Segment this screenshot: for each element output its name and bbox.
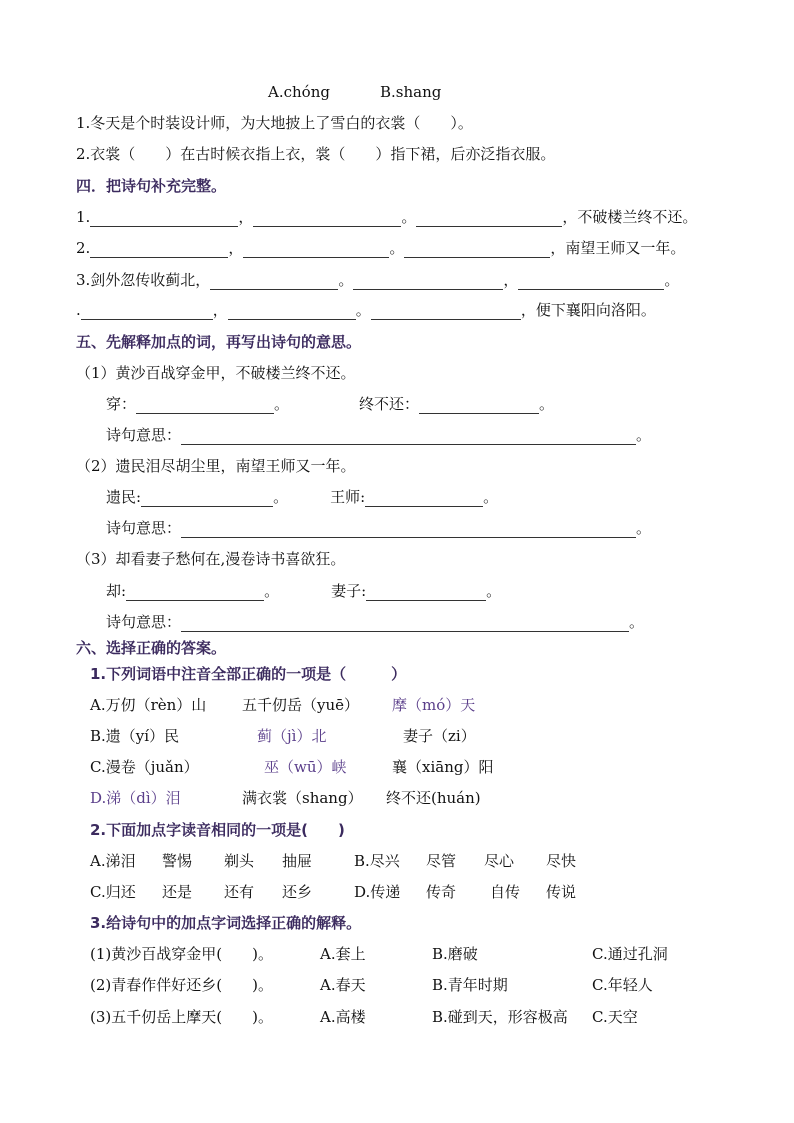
poem-line-4: . ， 。 ，便下襄阳向洛阳。 xyxy=(76,301,656,319)
section-6-q1-title: 1.下列词语中注音全部正确的一项是（ ） xyxy=(90,665,407,683)
blank[interactable] xyxy=(416,210,562,227)
q1-option-a xyxy=(90,695,475,715)
q1-option-d xyxy=(90,788,481,808)
pinyin-option-b: B.shang xyxy=(380,83,442,101)
q3-option: A.春天 xyxy=(320,976,366,994)
option-word: 剃头 xyxy=(224,852,255,870)
option-word: 还是 xyxy=(162,883,193,901)
q3-row-2 xyxy=(90,975,653,995)
option-text: 襄（xiāng）阳 xyxy=(392,758,494,776)
q3-row-3 xyxy=(90,1007,638,1027)
meaning-label: 诗句意思： xyxy=(106,519,182,537)
option-word: D.传递 xyxy=(354,883,401,901)
poem-3-meaning: 诗句意思： 。 xyxy=(106,613,645,631)
q3-option: B.碰到天，形容极高 xyxy=(432,1008,568,1026)
option-text: C.漫卷（juǎn） xyxy=(90,758,199,776)
q3-stem: (1)黄沙百战穿金甲( )。 xyxy=(90,945,273,963)
q3-option: B.磨破 xyxy=(432,945,478,963)
blank[interactable] xyxy=(366,584,486,601)
line-4-end: ，便下襄阳向洛阳。 xyxy=(520,301,656,319)
q3-stem: (2)青春作伴好还乡( )。 xyxy=(90,976,273,994)
option-word: 传奇 xyxy=(426,883,457,901)
option-text: 满衣裳（shang） xyxy=(242,789,363,807)
poem-2-words: 遗民: 。 王师: 。 xyxy=(106,488,499,506)
option-word: 警惕 xyxy=(162,852,193,870)
word-label: 穿： xyxy=(106,395,137,413)
blank[interactable] xyxy=(90,241,228,258)
blank[interactable] xyxy=(253,210,401,227)
blank[interactable] xyxy=(136,397,274,414)
blank[interactable] xyxy=(228,303,356,320)
option-text: 摩（mó）天 xyxy=(392,696,476,714)
q1-option-c xyxy=(90,757,493,777)
line-1-end: ，不破楼兰终不还。 xyxy=(562,208,698,226)
blank[interactable] xyxy=(181,521,636,538)
poem-1-words: 穿： 。 终不还： 。 xyxy=(106,395,555,413)
poem-3-words: 却: 。 妻子: 。 xyxy=(106,582,502,600)
word-label: 妻子: xyxy=(331,582,367,600)
line-4-prefix: . xyxy=(76,301,81,319)
section-4-title: 四．把诗句补充完整。 xyxy=(76,177,227,195)
option-word: 还有 xyxy=(224,883,255,901)
word-label: 终不还： xyxy=(359,395,420,413)
blank[interactable] xyxy=(181,428,636,445)
option-text: B.遗（yí）民 xyxy=(90,727,180,745)
blank[interactable] xyxy=(365,490,483,507)
option-text: 蓟（jì）北 xyxy=(257,727,327,745)
q3-row-1 xyxy=(90,944,668,964)
blank[interactable] xyxy=(210,273,338,290)
blank[interactable] xyxy=(141,490,273,507)
poem-1: （1）黄沙百战穿金甲，不破楼兰终不还。 xyxy=(76,364,356,382)
word-label: 却: xyxy=(106,582,127,600)
q2-row-ab xyxy=(90,851,576,871)
option-word: 尽管 xyxy=(426,852,457,870)
question-2: 2.衣裳（ ）在古时候衣指上衣，裳（ ）指下裙，后亦泛指衣服。 xyxy=(76,145,556,163)
option-word: 传说 xyxy=(546,883,577,901)
option-text: D.涕（dì）泪 xyxy=(90,789,181,807)
poem-2: （2）遗民泪尽胡尘里，南望王师又一年。 xyxy=(76,457,356,475)
blank[interactable] xyxy=(126,584,264,601)
poem-2-meaning: 诗句意思： 。 xyxy=(106,519,652,537)
pinyin-option-a: A.chóng xyxy=(268,83,330,101)
question-1: 1.冬天是个时装设计师，为大地披上了雪白的衣裳（ ）。 xyxy=(76,114,473,132)
q3-option: A.套上 xyxy=(320,945,366,963)
line-2-prefix: 2. xyxy=(76,239,91,257)
section-6-title: 六、选择正确的答案。 xyxy=(76,639,227,657)
section-6-q2-title: 2.下面加点字读音相同的一项是( ) xyxy=(90,821,345,839)
section-5-title: 五、先解释加点的词，再写出诗句的意思。 xyxy=(76,333,362,351)
meaning-label: 诗句意思： xyxy=(106,613,182,631)
q3-stem: (3)五千仞岳上摩天( )。 xyxy=(90,1008,273,1026)
blank[interactable] xyxy=(353,273,503,290)
poem-line-1: 1. ， 。 ，不破楼兰终不还。 xyxy=(76,208,698,226)
option-word: 还乡 xyxy=(282,883,313,901)
blank[interactable] xyxy=(81,303,213,320)
option-word: B.尽兴 xyxy=(354,852,400,870)
option-word: 自传 xyxy=(490,883,521,901)
q3-option: A.高楼 xyxy=(320,1008,366,1026)
option-word: 尽心 xyxy=(484,852,515,870)
line-1-prefix: 1. xyxy=(76,208,91,226)
line-3-prefix: 3.剑外忽传收蓟北， xyxy=(76,271,211,289)
q3-option: C.年轻人 xyxy=(592,976,653,994)
poem-line-3: 3.剑外忽传收蓟北， 。 ， 。 xyxy=(76,271,680,289)
option-word: C.归还 xyxy=(90,883,136,901)
poem-1-meaning: 诗句意思： 。 xyxy=(106,426,652,444)
q3-option: C.天空 xyxy=(592,1008,638,1026)
blank[interactable] xyxy=(243,241,389,258)
blank[interactable] xyxy=(371,303,521,320)
blank[interactable] xyxy=(404,241,550,258)
poem-line-2: 2. ， 。 ，南望王师又一年。 xyxy=(76,239,686,257)
q1-option-b xyxy=(90,726,476,746)
option-word: 抽屉 xyxy=(282,852,313,870)
option-text: A.万仞（rèn）山 xyxy=(90,696,207,714)
q3-option: B.青年时期 xyxy=(432,976,508,994)
blank[interactable] xyxy=(90,210,238,227)
meaning-label: 诗句意思： xyxy=(106,426,182,444)
word-label: 遗民: xyxy=(106,488,142,506)
option-text: 五千仞岳（yuē） xyxy=(242,696,360,714)
blank[interactable] xyxy=(419,397,539,414)
poem-3: （3）却看妻子愁何在,漫卷诗书喜欲狂。 xyxy=(76,550,346,568)
option-word: A.涕泪 xyxy=(90,852,136,870)
q2-row-cd xyxy=(90,882,576,902)
line-2-end: ，南望王师又一年。 xyxy=(550,239,686,257)
q3-option: C.通过孔洞 xyxy=(592,945,668,963)
option-text: 巫（wū）峡 xyxy=(264,758,347,776)
option-text: 终不还(huán) xyxy=(386,789,481,807)
word-label: 王师: xyxy=(330,488,366,506)
option-word: 尽快 xyxy=(546,852,577,870)
blank[interactable] xyxy=(518,273,664,290)
section-6-q3-title: 3.给诗句中的加点字词选择正确的解释。 xyxy=(90,914,362,932)
option-text: 妻子（zi） xyxy=(403,727,476,745)
blank[interactable] xyxy=(181,615,629,632)
